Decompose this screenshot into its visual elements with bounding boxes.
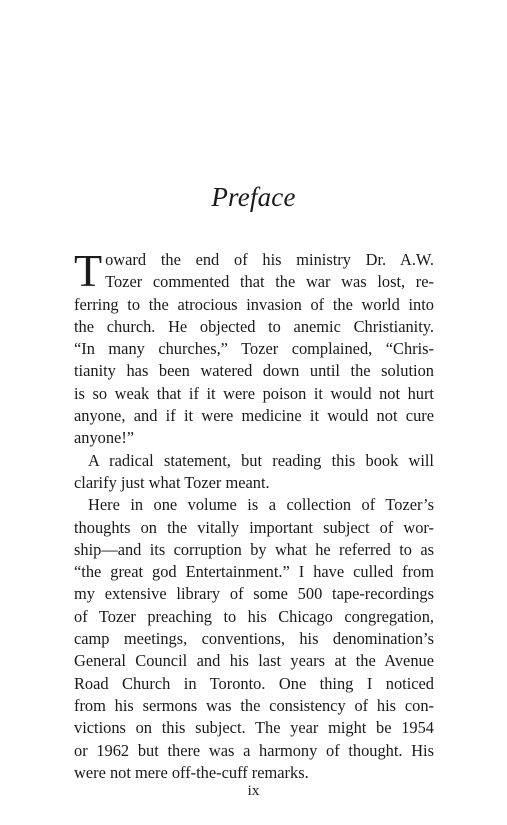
drop-cap-letter: T: [74, 245, 103, 296]
text-line: ferring to the atrocious invasion of the world into: [74, 294, 434, 314]
page-number: ix: [247, 783, 260, 799]
text-line: oward the end of his ministry Dr. A.W.: [105, 250, 434, 269]
text-line: General Council and his last years at the Avenue: [74, 651, 434, 671]
text-line: A radical statement, but reading this book will: [88, 450, 434, 470]
text-line: Road Church in Toronto. One thing I noticed: [74, 673, 434, 693]
chapter-title: Preface: [211, 182, 296, 212]
text-line: tianity has been watered down until the solution: [74, 361, 434, 381]
text-line: Here in one volume is a collection of Tozer’s: [88, 495, 434, 515]
text-line: were not mere off-the-cuff remarks.: [74, 762, 309, 782]
text-line: thoughts on the vitally important subject of wor-: [74, 517, 434, 537]
text-line: the church. He objected to anemic Christianity.: [74, 316, 434, 336]
text-line: “the great god Entertainment.” I have culled from: [74, 562, 434, 582]
text-line: anyone, and if it were medicine it would not cure: [74, 406, 434, 426]
text-line: anyone!”: [74, 428, 135, 448]
text-line: my extensive library of some 500 tape-recordings: [74, 584, 434, 604]
text-line: or 1962 but there was a harmony of thought. His: [74, 740, 434, 760]
text-line: Tozer commented that the war was lost, re-: [105, 272, 434, 292]
preface-body: [74, 245, 434, 784]
text-line: ship—and its corruption by what he referred to as: [74, 539, 434, 559]
text-line: is so weak that if it were poison it would not hurt: [74, 383, 434, 403]
text-line: from his sermons was the consistency of his con-: [74, 695, 434, 715]
text-line: camp meetings, conventions, his denomination’s: [74, 629, 434, 649]
text-line: clarify just what Tozer meant.: [74, 472, 270, 492]
text-line: “In many churches,” Tozer complained, “Chris-: [74, 339, 434, 359]
text-line: of Tozer preaching to his Chicago congregation,: [74, 606, 434, 626]
text-line: victions on this subject. The year might be 1954: [74, 718, 434, 738]
